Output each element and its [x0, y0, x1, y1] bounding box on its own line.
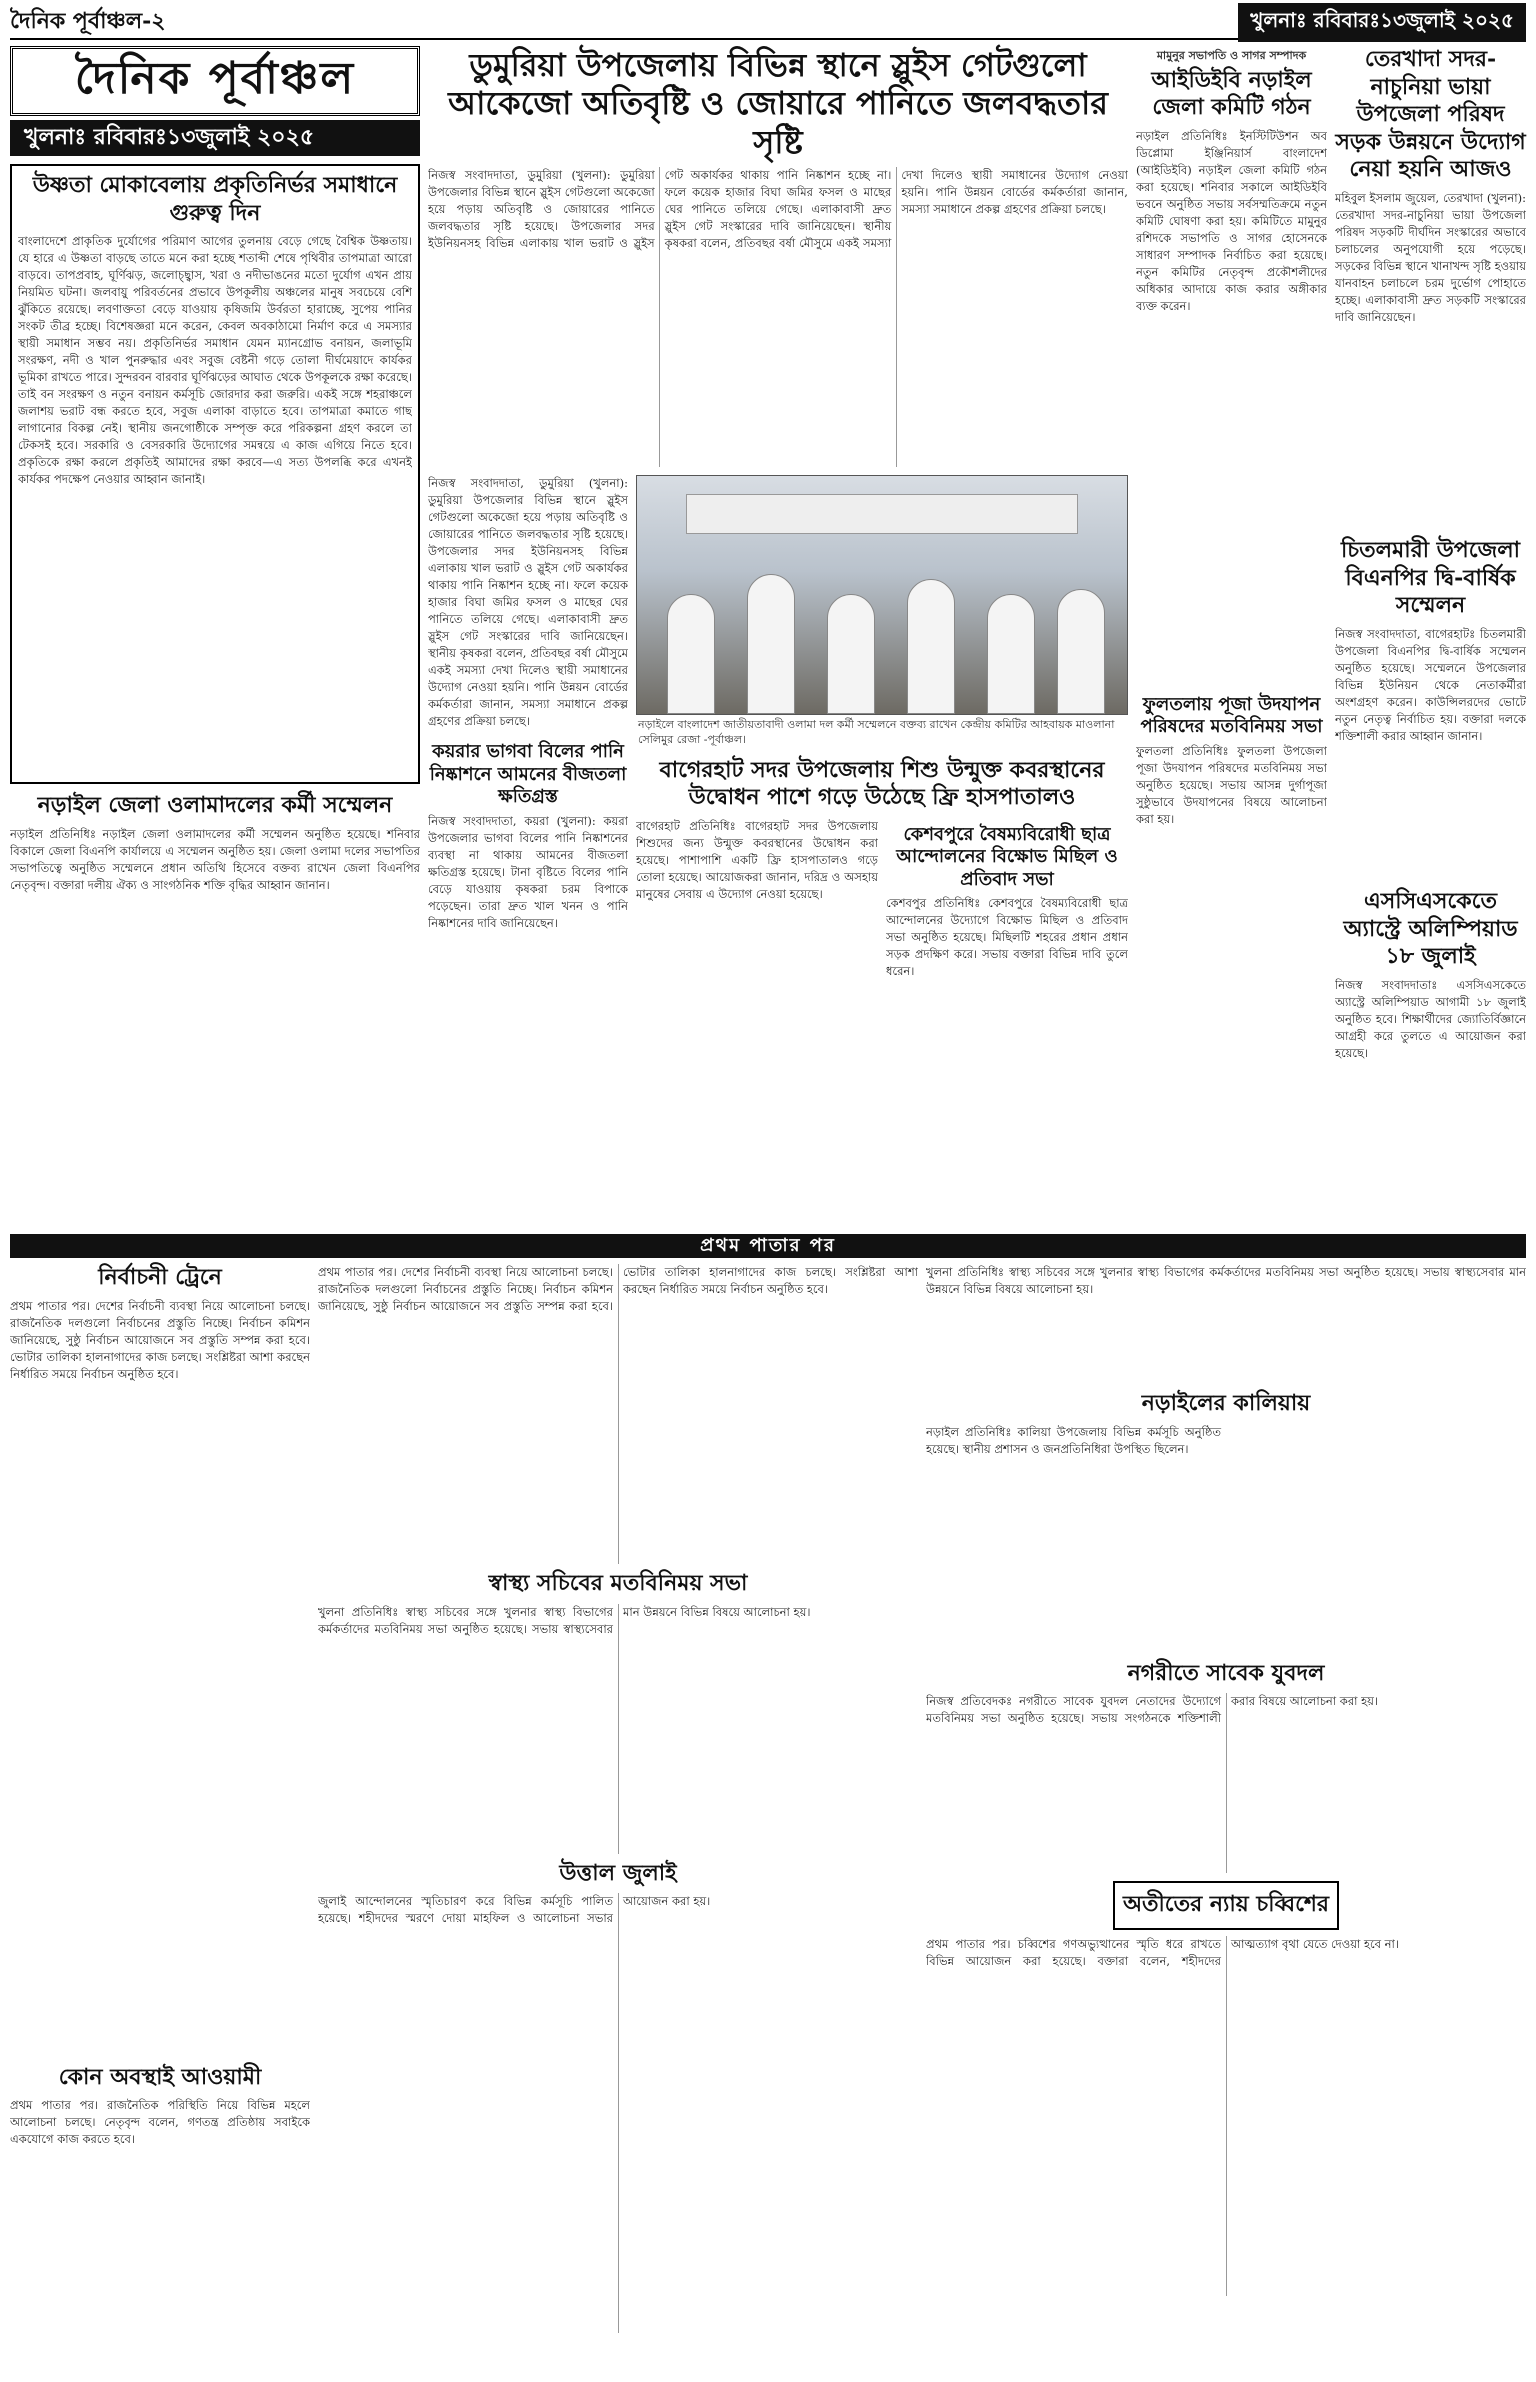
dumuria-body: নিজস্ব সংবাদদাতা, ডুমুরিয়া (খুলনা): ডুমুরিয়া উপজেলার বিভিন্ন স্থানে স্লুইস গেটগুলো অকেজো হয়ে পড়ায় অতিবৃষ্টি ও জোয়ারের পানিতে জলবদ্ধতার সৃষ্টি হয়েছে। উপজেলার সদর ইউনিয়নসহ বিভিন্ন এলাকায় খাল ভরাট ও স্লুইস গেট অকার্যকর থাকায় পানি নিষ্কাশন হচ্ছে না। ফলে কয়েক হাজার বিঘা জমির ফসল ও মাছের ঘের পানিতে তলিয়ে গেছে। এলাকাবাসী দ্রুত স্লুইস গেট সংস্কারের দাবি জানিয়েছেন। স্থানীয় কৃষকরা বলেন, প্রতিবছর বর্ষা মৌসুমে একই সমস্যা দেখা দিলেও স্থায়ী সমাধানের উদ্যোগ নেওয়া হয়নি। পানি উন্নয়ন বোর্ডের কর্মকর্তারা জানান, সমস্যা সমাধানে প্রকল্প গ্রহণের প্রক্রিয়া চলছে। — [428, 168, 1128, 251]
phultala-body: ফুলতলা প্রতিনিধিঃ ফুলতলা উপজেলা পূজা উদযাপন পরিষদের মতবিনিময় সভা অনুষ্ঠিত হয়েছে। সভায় আসন্ন দুর্গাপূজা সুষ্ঠুভাবে উদযাপনের বিষয়ে আলোচনা করা হয়। — [1136, 743, 1327, 826]
koyra-body: নিজস্ব সংবাদদাতা, কয়রা (খুলনা): কয়রা উপজেলার ভাগবা বিলের পানি নিষ্কাশনের ব্যবস্থা না থাকায় আমনের বীজতলা ক্ষতিগ্রস্ত হয়েছে। টানা বৃষ্টিতে বিলের পানি বেড়ে যাওয়ায় কৃষকরা চরম বিপাকে পড়েছেন। তারা দ্রুত খাল খনন ও পানি নিষ্কাশনের দাবি জানিয়েছেন। — [428, 813, 628, 930]
dumuria-body-cont: নিজস্ব সংবাদদাতা, ডুমুরিয়া (খুলনা): ডুমুরিয়া উপজেলার বিভিন্ন স্থানে স্লুইস গেটগুলো অকেজো হয়ে পড়ায় অতিবৃষ্টি ও জোয়ারের পানিতে জলবদ্ধতার সৃষ্টি হয়েছে। উপজেলার সদর ইউনিয়নসহ বিভিন্ন এলাকায় খাল ভরাট ও স্লুইস গেট অকার্যকর থাকায় পানি নিষ্কাশন হচ্ছে না। ফলে কয়েক হাজার বিঘা জমির ফসল ও মাছের ঘের পানিতে তলিয়ে গেছে। এলাকাবাসী দ্রুত স্লুইস গেট সংস্কারের দাবি জানিয়েছেন। স্থানীয় কৃষকরা বলেন, প্রতিবছর বর্ষা মৌসুমে একই সমস্যা দেখা দিলেও স্থায়ী সমাধানের উদ্যোগ নেওয়া হয়নি। পানি উন্নয়ন বোর্ডের কর্মকর্তারা জানান, সমস্যা সমাধানে প্রকল্প গ্রহণের প্রক্রিয়া চলছে। — [428, 476, 628, 729]
top-section — [10, 46, 1526, 1226]
swasthya-lead: প্রথম পাতার পর। দেশের নির্বাচনী ব্যবস্থা নিয়ে আলোচনা চলছে। রাজনৈতিক দলগুলো নির্বাচনের প্রস্তুতি নিচ্ছে। নির্বাচন কমিশন জানিয়েছে, সুষ্ঠু নির্বাচন আয়োজনে সব প্রস্তুতি সম্পন্ন করা হবে। ভোটার তালিকা হালনাগাদের কাজ চলছে। সংশ্লিষ্টরা আশা করছেন নির্ধারিত সময়ে নির্বাচন অনুষ্ঠিত হবে। — [318, 1265, 918, 1314]
narail-ulama-title: নড়াইল জেলা ওলামাদলের কর্মী সম্মেলন — [37, 792, 393, 818]
kolom-title: কোন অবস্থাই আওয়ামী — [58, 2063, 262, 2090]
koyra-title: কয়রার ভাগবা বিলের পানি নিষ্কাশনে আমনের বীজতলা ক্ষতিগ্রস্ত — [429, 741, 627, 808]
otit-body: প্রথম পাতার পর। চব্বিশের গণঅভ্যুত্থানের স্মৃতি ধরে রাখতে বিভিন্ন আয়োজন করা হয়েছে। বক্তারা বলেন, শহীদদের আত্মত্যাগ বৃথা যেতে দেওয়া হবে না। — [926, 1937, 1399, 1969]
nagar-body: নিজস্ব প্রতিবেদকঃ নগরীতে সাবেক যুবদল নেতাদের উদ্যোগে মতবিনিময় সভা অনুষ্ঠিত হয়েছে। সভায় সংগঠনকে শক্তিশালী করার বিষয়ে আলোচনা করা হয়। — [926, 1694, 1379, 1726]
photo-banner — [686, 494, 1078, 534]
keshabpur-title: কেশবপুরে বৈষম্যবিরোধী ছাত্র আন্দোলনের বিক্ষোভ মিছিল ও প্রতিবাদ সভা — [896, 823, 1118, 890]
photo-person — [987, 594, 1035, 714]
editorial-box — [10, 164, 420, 784]
photo-person — [1057, 589, 1105, 714]
narail-ulama-body: নড়াইল প্রতিনিধিঃ নড়াইল জেলা ওলামাদলের কর্মী সম্মেলন অনুষ্ঠিত হয়েছে। শনিবার বিকালে জেলা বিএনপি কার্যালয়ে এ সম্মেলন অনুষ্ঠিত হয়। জেলা ওলামা দলের সভাপতির সভাপতিত্বে অনুষ্ঠিত সম্মেলনে প্রধান অতিথি হিসেবে বক্তব্য রাখেন জেলা বিএনপির নেতৃবৃন্দ। বক্তারা দলীয় ঐক্য ও সাংগঠনিক শক্তি বৃদ্ধির আহ্বান জানান। — [10, 826, 420, 892]
photo-person — [747, 574, 795, 714]
bagerhat-title: বাগেরহাট সদর উপজেলায় শিশু উন্মুক্ত কবরস্থানের উদ্বোধন পাশে গড়ে উঠেছে ফ্রি হাসপাতালও — [659, 756, 1105, 811]
kolom-body: প্রথম পাতার পর। রাজনৈতিক পরিস্থিতি নিয়ে বিভিন্ন মহলে আলোচনা চলছে। নেতৃবৃন্দ বলেন, গণতন্ত্র প্রতিষ্ঠায় সবাইকে একযোগে কাজ করতে হবে। — [10, 2098, 310, 2147]
date-left: খুলনাঃ রবিবারঃ১৩জুলাই ২০২৫ — [10, 120, 420, 156]
photo-person — [907, 579, 955, 714]
right-column — [1136, 46, 1526, 1226]
utthal-body: জুলাই আন্দোলনের স্মৃতিচারণ করে বিভিন্ন কর্মসূচি পালিত হয়েছে। শহীদদের স্মরণে দোয়া মাহফিল ও আলোচনা সভার আয়োজন করা হয়। — [318, 1894, 711, 1926]
date-right: খুলনাঃ রবিবারঃ১৩জুলাই ২০২৫ — [1238, 3, 1526, 42]
idb-kicker: মামুনুর সভাপতি ও সাগর সম্পাদক — [1156, 49, 1307, 62]
top-bar — [10, 6, 1526, 40]
ssc-body: নিজস্ব সংবাদদাতাঃ এসসিএসকেতে অ্যাস্ট্রে অলিম্পিয়াড আগামী ১৮ জুলাই অনুষ্ঠিত হবে। শিক্ষার্থীদের জ্যোতির্বিজ্ঞানে আগ্রহী করে তুলতে এ আয়োজন করা হয়েছে। — [1335, 977, 1526, 1060]
news-photo — [636, 475, 1128, 715]
chitalmari-title: চিতলমারী উপজেলা বিএনপির দ্বি-বার্ষিক সম্মেলন — [1340, 537, 1521, 619]
bottom-col-3 — [926, 1264, 1526, 2364]
editorial-title: উষ্ণতা মোকাবেলায় প্রকৃতিনির্ভর সমাধানে গুরুত্ব দিন — [32, 172, 398, 226]
narail-kaliya-body: নড়াইল প্রতিনিধিঃ কালিয়া উপজেলায় বিভিন্ন কর্মসূচি অনুষ্ঠিত হয়েছে। স্থানীয় প্রশাসন ও জনপ্রতিনিধিরা উপস্থিত ছিলেন। — [926, 1424, 1221, 1456]
narail-kaliya-title: নড়াইলের কালিয়ায় — [1141, 1390, 1311, 1416]
nagar-title: নগরীতে সাবেক যুবদল — [1127, 1659, 1325, 1686]
editorial-body: বাংলাদেশে প্রাকৃতিক দুর্যোগের পরিমাণ আগের তুলনায় বেড়ে গেছে বৈশ্বিক উষ্ণতায়। যে হারে এ উষ্ণতা বাড়ছে তাতে মনে করা হচ্ছে শতাব্দী শেষে পৃথিবীর তাপমাত্রা আরো বাড়বে। তাপপ্রবাহ, ঘূর্ণিঝড়, জলোচ্ছ্বাস, খরা ও নদীভাঙনের মতো দুর্যোগ এখন প্রায় নিয়মিত ঘটনা। জলবায়ু পরিবর্তনের প্রভাবে উপকূলীয় অঞ্চলের মানুষ সবচেয়ে বেশি ঝুঁকিতে রয়েছে। লবণাক্ততা বেড়ে যাওয়ায় কৃষিজমি উর্বরতা হারাচ্ছে, সুপেয় পানির সংকট তীব্র হচ্ছে। বিশেষজ্ঞরা মনে করেন, কেবল অবকাঠামো নির্মাণ করে এ সমস্যার স্থায়ী সমাধান সম্ভব নয়। প্রকৃতিনির্ভর সমাধান যেমন ম্যানগ্রোভ বনায়ন, জলাভূমি সংরক্ষণ, নদী ও খাল পুনরুদ্ধার এবং সবুজ বেষ্টনী গড়ে তোলা দীর্ঘমেয়াদে কার্যকর ভূমিকা রাখতে পারে। সুন্দরবন বারবার ঘূর্ণিঝড়ের আঘাত থেকে উপকূলকে রক্ষা করেছে। তাই বন সংরক্ষণ ও নতুন বনায়ন কর্মসূচি জোরদার করা জরুরি। একই সঙ্গে শহরাঞ্চলে জলাশয় ভরাট বন্ধ করতে হবে, সবুজ এলাকা বাড়াতে হবে। তাপমাত্রা কমাতে গাছ লাগানোর বিকল্প নেই। স্থানীয় জনগোষ্ঠীকে সম্পৃক্ত করে পরিকল্পনা গ্রহণ করলে তা টেকসই হবে। সরকারি ও বেসরকারি উদ্যোগের সমন্বয়ে এ কাজ এগিয়ে নিতে হবে। প্রকৃতিকে রক্ষা করলে প্রকৃতিই আমাদের রক্ষা করবে—এ সত্য উপলব্ধি করে এখনই কার্যকর পদক্ষেপ নেওয়ার আহ্বান জানাই। — [18, 234, 412, 487]
section-divider: প্রথম পাতার পর — [10, 1234, 1526, 1258]
keshabpur-body: কেশবপুর প্রতিনিধিঃ কেশবপুরে বৈষম্যবিরোধী ছাত্র আন্দোলনের উদ্যোগে বিক্ষোভ মিছিল ও প্রতিবাদ সভা অনুষ্ঠিত হয়েছে। মিছিলটি শহরের প্রধান প্রধান সড়ক প্রদক্ষিণ করে। সভায় বক্তারা বিভিন্ন দাবি তুলে ধরেন। — [886, 896, 1128, 979]
left-column — [10, 46, 420, 1226]
ssc-title: এসসিএসকেতে অ্যাস্ট্রে অলিম্পিয়াড ১৮ জুলাই — [1343, 888, 1518, 970]
otit-title: অতীতের ন্যায় চব্বিশের — [1113, 1881, 1339, 1930]
terokhada-body: মহিবুল ইসলাম জুয়েল, তেরখাদা (খুলনা): তেরখাদা সদর-নাচুনিয়া ভায়া উপজেলা পরিষদ সড়কটি দীর্ঘদিন সংস্কারের অভাবে চলাচলের অনুপযোগী হয়ে পড়েছে। সড়কের বিভিন্ন স্থানে খানাখন্দ সৃষ্টি হওয়ায় যানবাহন চলাচলে চরম দুর্ভোগ পোহাতে হচ্ছে। এলাকাবাসী দ্রুত সড়কটি সংস্কারের দাবি জানিয়েছেন। — [1335, 190, 1526, 324]
page-label: দৈনিক পূর্বাঞ্চল-২ — [10, 7, 166, 34]
bottom-section — [10, 1264, 1526, 2364]
nirbachoni-body: প্রথম পাতার পর। দেশের নির্বাচনী ব্যবস্থা নিয়ে আলোচনা চলছে। রাজনৈতিক দলগুলো নির্বাচনের প্রস্তুতি নিচ্ছে। নির্বাচন কমিশন জানিয়েছে, সুষ্ঠু নির্বাচন আয়োজনে সব প্রস্তুতি সম্পন্ন করা হবে। ভোটার তালিকা হালনাগাদের কাজ চলছে। সংশ্লিষ্টরা আশা করছেন নির্ধারিত সময়ে নির্বাচন অনুষ্ঠিত হবে। — [10, 1298, 310, 1381]
narail-ulama-article — [10, 792, 420, 1226]
swasthya-right: খুলনা প্রতিনিধিঃ স্বাস্থ্য সচিবের সঙ্গে খুলনার স্বাস্থ্য বিভাগের কর্মকর্তাদের মতবিনিময় সভা অনুষ্ঠিত হয়েছে। সভায় স্বাস্থ্যসেবার মান উন্নয়নে বিভিন্ন বিষয়ে আলোচনা হয়। — [926, 1265, 1526, 1297]
swasthya-body: খুলনা প্রতিনিধিঃ স্বাস্থ্য সচিবের সঙ্গে খুলনার স্বাস্থ্য বিভাগের কর্মকর্তাদের মতবিনিময় সভা অনুষ্ঠিত হয়েছে। সভায় স্বাস্থ্যসেবার মান উন্নয়নে বিভিন্ন বিষয়ে আলোচনা হয়। — [318, 1604, 811, 1636]
idb-title: আইডিইবি নড়াইল জেলা কমিটি গঠন — [1151, 66, 1312, 121]
phultala-title: ফুলতলায় পূজা উদযাপন পরিষদের মতবিনিময় সভা — [1140, 693, 1323, 738]
chitalmari-body: নিজস্ব সংবাদদাতা, বাগেরহাটঃ চিতলমারী উপজেলা বিএনপির দ্বি-বার্ষিক সম্মেলন অনুষ্ঠিত হয়েছে। সম্মেলনে উপজেলার বিভিন্ন ইউনিয়ন থেকে নেতাকর্মীরা অংশগ্রহণ করেন। কাউন্সিলরদের ভোটে নতুন নেতৃত্ব নির্বাচিত হয়। বক্তারা দলকে শক্তিশালী করার আহ্বান জানান। — [1335, 626, 1526, 743]
photo-person — [667, 594, 715, 714]
nirbachoni-title: নির্বাচনী ট্রেনে — [98, 1264, 222, 1290]
middle-column — [428, 46, 1128, 1226]
photo-person — [827, 594, 875, 714]
terokhada-title: তেরখাদা সদর-নাচুনিয়া ভায়া উপজেলা পরিষদ সড়ক উন্নয়নে উদ্যোগ নেয়া হয়নি আজও — [1335, 46, 1526, 182]
bottom-col-2 — [318, 1264, 918, 2364]
photo-caption: নড়াইলে বাংলাদেশ জাতীয়তাবাদী ওলামা দল কর্মী সম্মেলনে বক্তব্য রাখেন কেন্দ্রীয় কমিটির আহবায়ক মাওলানা সেলিমুর রেজা -পূর্বাঞ্চল। — [638, 718, 1115, 747]
bagerhat-body: বাগেরহাট প্রতিনিধিঃ বাগেরহাট সদর উপজেলায় শিশুদের জন্য উন্মুক্ত কবরস্থানের উদ্বোধন করা হয়েছে। পাশাপাশি একটি ফ্রি হাসপাতালও গড়ে তোলা হয়েছে। আয়োজকরা জানান, দরিদ্র ও অসহায় মানুষের সেবায় এ উদ্যোগ নেওয়া হয়েছে। — [636, 818, 878, 901]
swasthya-title: স্বাস্থ্য সচিবের মতবিনিময় সভা — [488, 1570, 748, 1596]
masthead: দৈনিক পূর্বাঞ্চল — [10, 46, 420, 116]
utthal-title: উত্তাল জুলাই — [559, 1859, 677, 1886]
idb-body: নড়াইল প্রতিনিধিঃ ইনস্টিটিউশন অব ডিপ্লোমা ইঞ্জিনিয়ার্স বাংলাদেশ (আইডিইবি) নড়াইল জেলা কমিটি গঠন করা হয়েছে। শনিবার সকালে আইডিইবি ভবনে অনুষ্ঠিত সভায় সর্বসম্মতিক্রমে নতুন কমিটি ঘোষণা করা হয়। কমিটিতে মামুনুর রশিদকে সভাপতি ও সাগর হোসেনকে সাধারণ সম্পাদক নির্বাচিত করা হয়েছে। নতুন কমিটির নেতৃবৃন্দ প্রকৌশলীদের অধিকার আদায়ে কাজ করার অঙ্গীকার ব্যক্ত করেন। — [1136, 128, 1327, 313]
dumuria-title: ডুমুরিয়া উপজেলায় বিভিন্ন স্থানে স্লুইস গেটগুলো আকেজো অতিবৃষ্টি ও জোয়ারে পানিতে জলবদ্ধতার সৃষ্টি — [448, 46, 1108, 161]
bottom-col-1 — [10, 1264, 310, 2364]
